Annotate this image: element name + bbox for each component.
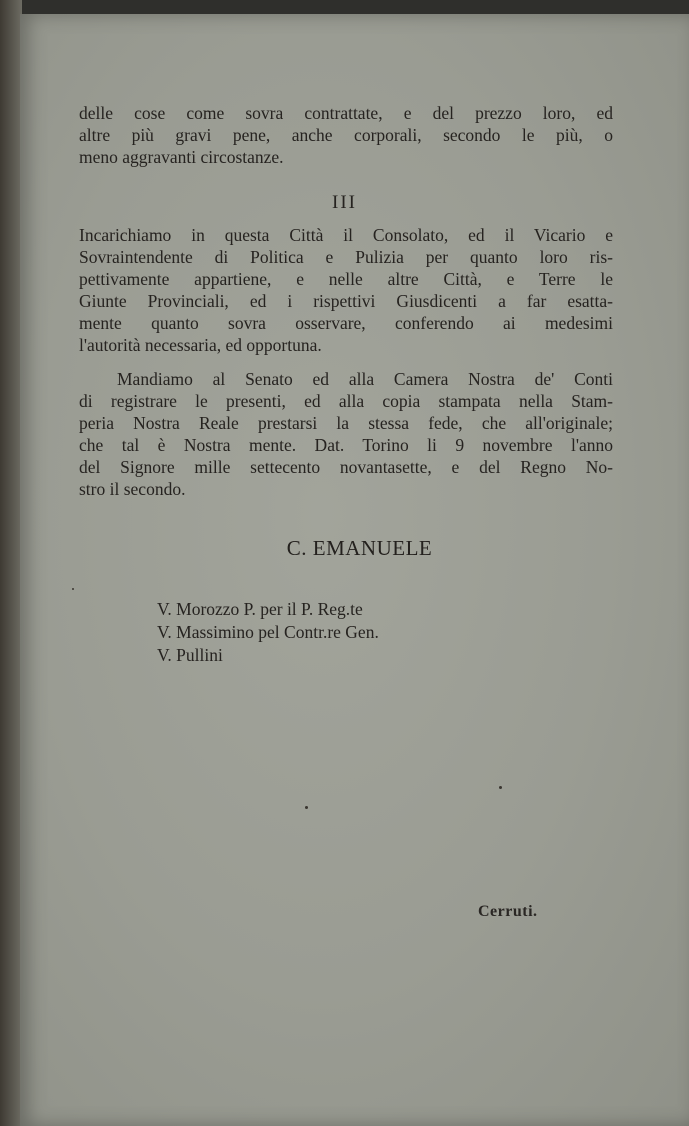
text-line: Giunte Provinciali, ed i rispettivi Giusdicenti a far esatta- <box>79 291 613 311</box>
paragraph-bottom <box>79 368 613 500</box>
text-line: Sovraintendente di Politica e Pulizia per quanto loro ris- <box>79 247 613 267</box>
countersignatures <box>157 598 379 667</box>
countersignature-line: V. Pullini <box>157 645 223 665</box>
text-line: stro il secondo. <box>79 479 186 499</box>
text-line: l'autorità necessaria, ed opportuna. <box>79 335 322 355</box>
royal-signature: C. EMANUELE <box>286 536 433 560</box>
paragraph-top <box>79 102 613 168</box>
countersignature-line: V. Morozzo P. per il P. Reg.te <box>157 599 363 619</box>
paper-speck <box>72 588 74 590</box>
text-line: Mandiamo al Senato ed alla Camera Nostra de' Conti <box>117 369 613 389</box>
section-number: III <box>332 192 357 213</box>
countersignature-line: V. Massimino pel Contr.re Gen. <box>157 622 379 642</box>
text-line: che tal è Nostra mente. Dat. Torino li 9 novembre l'anno <box>79 435 613 455</box>
text-line: altre più gravi pene, anche corporali, secondo le più, o <box>79 125 613 145</box>
paper-speck <box>499 786 502 789</box>
text-line: peria Nostra Reale prestarsi la stessa fede, che all'originale; <box>79 413 613 433</box>
book-spine <box>0 0 22 1126</box>
paragraph-middle <box>79 224 613 356</box>
text-line: pettivamente appartiene, e nelle altre Città, e Terre le <box>79 269 613 289</box>
text-line: del Signore mille settecento novantasette, e del Regno No- <box>79 457 613 477</box>
text-line: mente quanto sovra osservare, conferendo ai medesimi <box>79 313 613 333</box>
paper-speck <box>305 806 308 809</box>
text-line: meno aggravanti circostanze. <box>79 147 284 167</box>
text-line: Incarichiamo in questa Città il Consolato, ed il Vicario e <box>79 225 613 245</box>
document-page <box>20 14 689 1126</box>
printer-name: Cerruti. <box>478 903 538 920</box>
text-line: di registrare le presenti, ed alla copia stampata nella Stam- <box>79 391 613 411</box>
text-line: delle cose come sovra contrattate, e del prezzo loro, ed <box>79 103 613 123</box>
